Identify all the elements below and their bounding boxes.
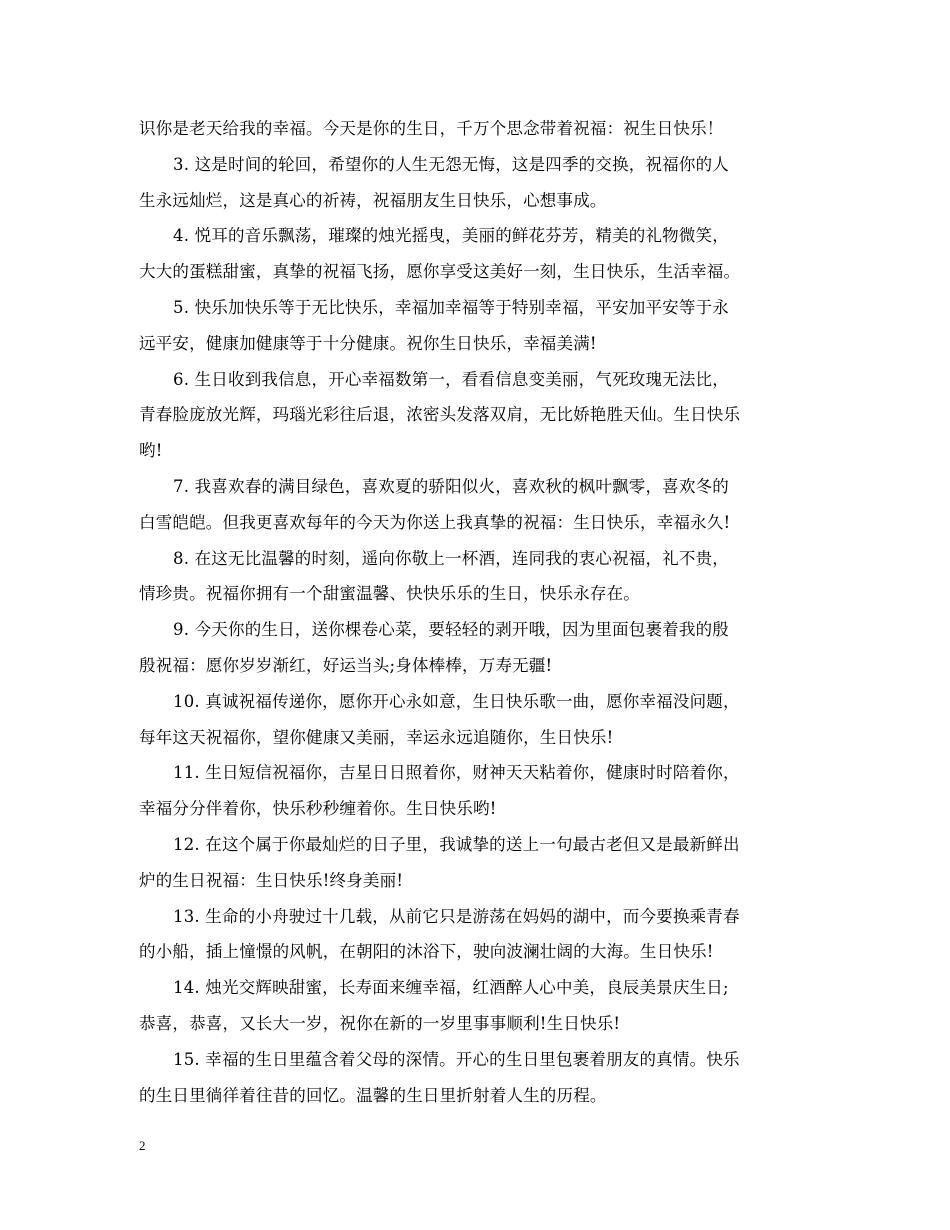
paragraph-line: 生永远灿烂，这是真心的祈祷，祝福朋友生日快乐，心想事成。 [139,190,607,210]
paragraph-line: 炉的生日祝福：生日快乐!终身美丽! [139,870,404,890]
paragraph-line: 远平安，健康加健康等于十分健康。祝你生日快乐，幸福美满! [139,333,597,353]
paragraph-line: 哟! [139,441,163,461]
paragraph-first-line: 3. 这是时间的轮回，希望你的人生无怨无悔，这是四季的交换，祝福你的人 [173,154,729,174]
paragraph-first-line: 13. 生命的小舟驶过十几载，从前它只是游荡在妈妈的湖中，而今要换乘青春 [173,906,740,926]
paragraph-first-line: 8. 在这无比温馨的时刻，遥向你敬上一杯酒，连同我的衷心祝福，礼不贵， [173,548,729,568]
paragraph-line: 幸福分分伴着你，快乐秒秒缠着你。生日快乐哟! [139,799,497,819]
paragraph-line: 识你是老天给我的幸福。今天是你的生日，千万个思念带着祝福：祝生日快乐！ [139,119,724,138]
paragraph-first-line: 5. 快乐加快乐等于无比快乐，幸福加幸福等于特别幸福，平安加平安等于永 [173,297,729,317]
paragraph-first-line: 15. 幸福的生日里蕴含着父母的深情。开心的生日里包裹着朋友的真情。快乐 [173,1049,740,1069]
paragraph-first-line: 14. 烛光交辉映甜蜜，长寿面来缠幸福，红酒醉人心中美，良辰美景庆生日; [173,978,729,998]
paragraph-line: 青春脸庞放光辉，玛瑙光彩往后退，浓密头发落双肩，无比娇艳胜天仙。生日快乐 [139,405,741,425]
paragraph-line: 白雪皑皑。但我更喜欢每年的今天为你送上我真挚的祝福：生日快乐，幸福永久! [139,512,731,532]
paragraph-line: 的生日里徜徉着往昔的回忆。温馨的生日里折射着人生的历程。 [139,1085,607,1105]
paragraph-first-line: 9. 今天你的生日，送你棵卷心菜，要轻轻的剥开哦，因为里面包裹着我的殷 [173,620,729,640]
paragraph-line: 每年这天祝福你，望你健康又美丽，幸运永远追随你，生日快乐! [139,727,614,747]
paragraph-first-line: 4. 悦耳的音乐飘荡，璀璨的烛光摇曳，美丽的鲜花芬芳，精美的礼物微笑， [173,226,729,246]
document-body [139,111,815,1113]
page-number: 2 [139,1138,146,1153]
paragraph-line: 殷祝福：愿你岁岁渐红，好运当头;身体棒棒，万寿无疆! [139,655,553,675]
paragraph-first-line: 10. 真诚祝福传递你，愿你开心永如意，生日快乐歌一曲，愿你幸福没问题， [173,691,740,711]
paragraph-line: 大大的蛋糕甜蜜，真挚的祝福飞扬，愿你享受这美好一刻，生日快乐，生活幸福。 [139,262,741,282]
paragraph-line: 恭喜，恭喜，又长大一岁，祝你在新的一岁里事事顺利!生日快乐! [139,1013,621,1033]
paragraph-first-line: 12. 在这个属于你最灿烂的日子里，我诚挚的送上一句最古老但又是最新鲜出 [173,834,740,854]
paragraph-first-line: 11. 生日短信祝福你，吉星日日照着你，财神天天粘着你，健康时时陪着你， [173,763,740,783]
paragraph-first-line: 6. 生日收到我信息，开心幸福数第一，看看信息变美丽，气死玫瑰无法比， [173,369,729,389]
paragraph-line: 情珍贵。祝福你拥有一个甜蜜温馨、快快乐乐的生日，快乐永存在。 [139,584,640,604]
paragraph-first-line: 7. 我喜欢春的满目绿色，喜欢夏的骄阳似火，喜欢秋的枫叶飘零，喜欢冬的 [173,476,729,496]
paragraph-line: 的小船，插上憧憬的风帆，在朝阳的沐浴下，驶向波澜壮阔的大海。生日快乐! [139,942,714,962]
